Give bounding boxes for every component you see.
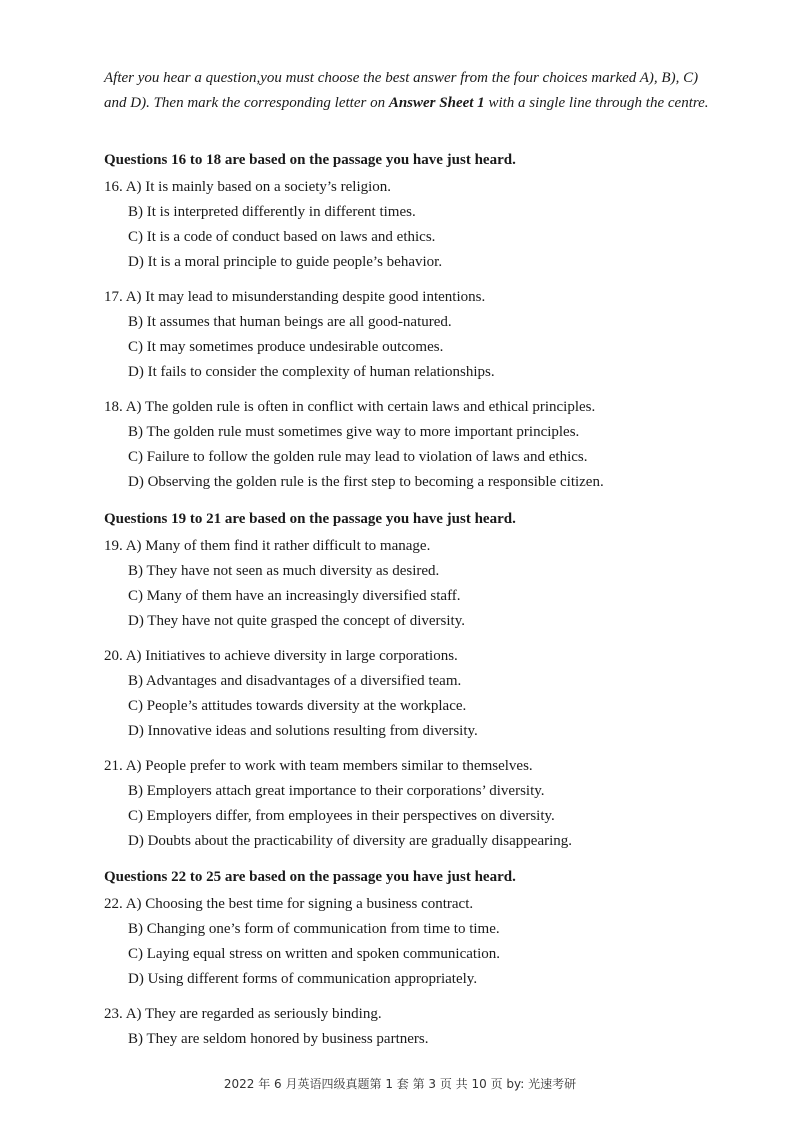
option-17-b[interactable]: B) It assumes that human beings are all good-natured. bbox=[128, 314, 452, 330]
option-16-a[interactable] bbox=[104, 175, 442, 200]
question-16 bbox=[104, 175, 442, 275]
section-heading-16-18: Questions 16 to 18 are based on the passage you have just heard. bbox=[104, 152, 516, 168]
option-21-a[interactable] bbox=[104, 754, 572, 779]
option-text: A) Many of them find it rather difficult to manage. bbox=[125, 538, 431, 554]
option-19-b[interactable]: B) They have not seen as much diversity as desired. bbox=[128, 563, 440, 579]
answer-sheet-label: Answer Sheet 1 bbox=[388, 95, 485, 111]
option-18-c[interactable]: C) Failure to follow the golden rule may lead to violation of laws and ethics. bbox=[128, 449, 588, 465]
option-22-c[interactable]: C) Laying equal stress on written and spoken communication. bbox=[128, 946, 501, 962]
instructions-text-2: with a single line through the centre. bbox=[484, 95, 709, 111]
option-text: A) The golden rule is often in conflict with certain laws and ethical principles. bbox=[125, 399, 596, 415]
option-16-b[interactable]: B) It is interpreted differently in different times. bbox=[128, 204, 416, 220]
option-text: A) People prefer to work with team members similar to themselves. bbox=[125, 758, 533, 774]
question-number: 20. bbox=[104, 648, 123, 664]
question-21 bbox=[104, 754, 572, 854]
option-20-b[interactable]: B) Advantages and disadvantages of a diversified team. bbox=[128, 673, 462, 689]
option-16-c[interactable]: C) It is a code of conduct based on laws and ethics. bbox=[128, 229, 436, 245]
option-20-a[interactable] bbox=[104, 644, 478, 669]
option-21-b[interactable]: B) Employers attach great importance to their corporations’ diversity. bbox=[128, 783, 545, 799]
option-text: A) It may lead to misunderstanding despite good intentions. bbox=[125, 289, 486, 305]
section-heading-19-21: Questions 19 to 21 are based on the passage you have just heard. bbox=[104, 511, 516, 527]
option-17-a[interactable] bbox=[104, 285, 495, 310]
option-21-d[interactable]: D) Doubts about the practicability of diversity are gradually disappearing. bbox=[128, 833, 573, 849]
question-18 bbox=[104, 395, 604, 495]
question-number: 23. bbox=[104, 1006, 123, 1022]
option-22-d[interactable]: D) Using different forms of communication appropriately. bbox=[128, 971, 478, 987]
question-number: 22. bbox=[104, 896, 123, 912]
option-18-a[interactable] bbox=[104, 395, 604, 420]
option-23-a[interactable] bbox=[104, 1002, 429, 1027]
question-number: 19. bbox=[104, 538, 123, 554]
option-18-d[interactable]: D) Observing the golden rule is the first step to becoming a responsible citizen. bbox=[128, 474, 604, 490]
question-20 bbox=[104, 644, 478, 744]
option-22-a[interactable] bbox=[104, 892, 500, 917]
option-text: A) They are regarded as seriously binding. bbox=[125, 1006, 382, 1022]
question-22 bbox=[104, 892, 500, 992]
option-17-d[interactable]: D) It fails to consider the complexity of human relationships. bbox=[128, 364, 495, 380]
option-text: A) Initiatives to achieve diversity in large corporations. bbox=[125, 648, 458, 664]
instructions bbox=[104, 66, 724, 116]
question-number: 17. bbox=[104, 289, 123, 305]
option-20-c[interactable]: C) People’s attitudes towards diversity at the workplace. bbox=[128, 698, 467, 714]
option-19-c[interactable]: C) Many of them have an increasingly diversified staff. bbox=[128, 588, 461, 604]
question-23 bbox=[104, 1002, 429, 1052]
option-19-a[interactable] bbox=[104, 534, 465, 559]
option-20-d[interactable]: D) Innovative ideas and solutions resulting from diversity. bbox=[128, 723, 478, 739]
question-19 bbox=[104, 534, 465, 634]
section-heading-22-25: Questions 22 to 25 are based on the passage you have just heard. bbox=[104, 869, 516, 885]
page-footer: 2022 年 6 月英语四级真题第 1 套 第 3 页 共 10 页 by: 光速考研 bbox=[223, 1077, 577, 1091]
question-number: 21. bbox=[104, 758, 123, 774]
option-19-d[interactable]: D) They have not quite grasped the concept of diversity. bbox=[128, 613, 465, 629]
option-17-c[interactable]: C) It may sometimes produce undesirable outcomes. bbox=[128, 339, 444, 355]
question-17 bbox=[104, 285, 495, 385]
option-18-b[interactable]: B) The golden rule must sometimes give way to more important principles. bbox=[128, 424, 580, 440]
option-21-c[interactable]: C) Employers differ, from employees in their perspectives on diversity. bbox=[128, 808, 555, 824]
option-23-b[interactable]: B) They are seldom honored by business partners. bbox=[128, 1031, 429, 1047]
instructions-text-1: After you hear a question,you must choose the best answer from the four choices marked A), B), C) and D). Then mark the corresponding letter on bbox=[104, 70, 699, 111]
option-text: A) It is mainly based on a society’s religion. bbox=[125, 179, 392, 195]
question-number: 18. bbox=[104, 399, 123, 415]
question-number: 16. bbox=[104, 179, 123, 195]
option-text: A) Choosing the best time for signing a business contract. bbox=[125, 896, 474, 912]
option-22-b[interactable]: B) Changing one’s form of communication from time to time. bbox=[128, 921, 500, 937]
option-16-d[interactable]: D) It is a moral principle to guide people’s behavior. bbox=[128, 254, 443, 270]
